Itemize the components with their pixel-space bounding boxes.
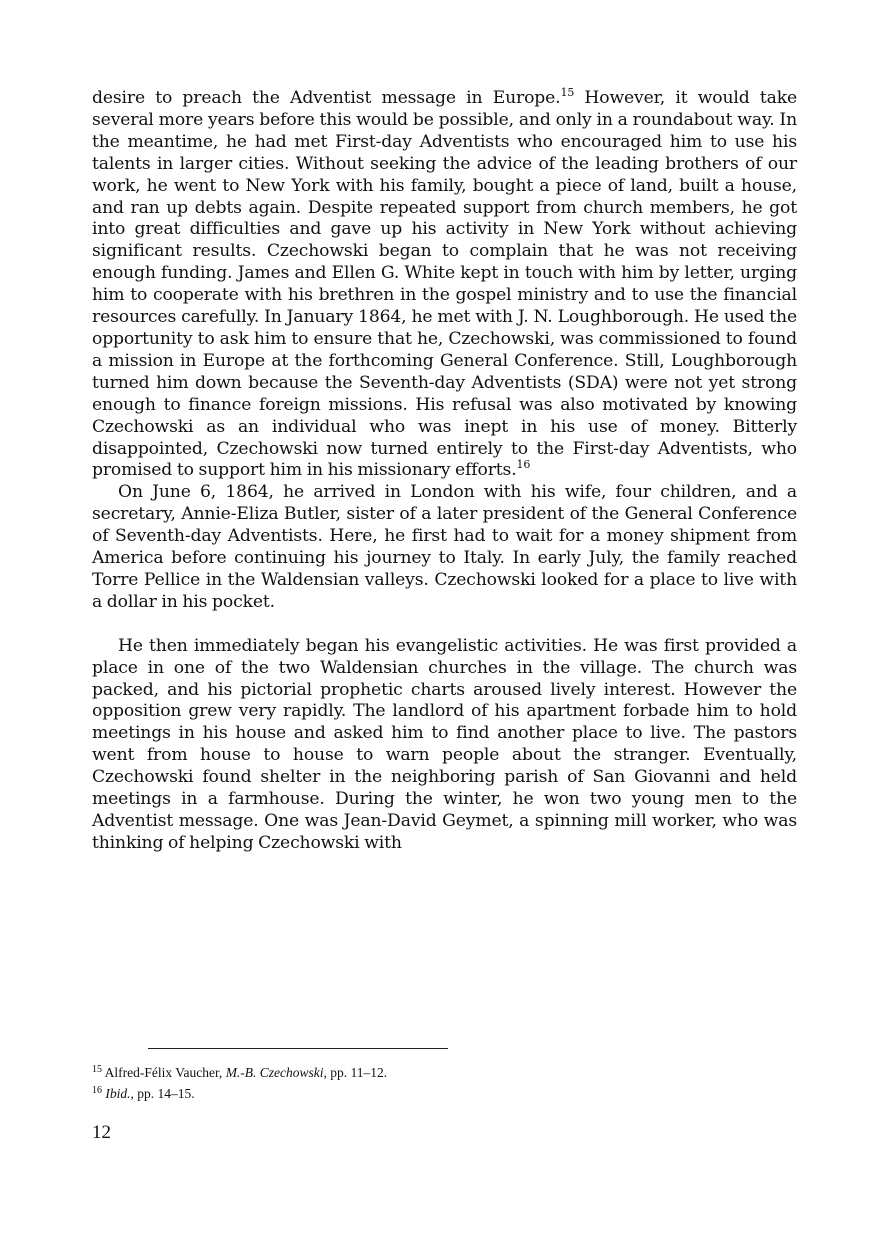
footnote-15 bbox=[92, 1064, 387, 1082]
footnote-title: M.-B. Czechowski bbox=[225, 1065, 324, 1080]
footnote-number: 15 bbox=[92, 1064, 102, 1075]
footnote-title: Ibid. bbox=[105, 1086, 131, 1101]
paragraph-1 bbox=[92, 88, 797, 482]
footnote-pages: , pp. 14–15. bbox=[130, 1086, 195, 1101]
footnote-16 bbox=[92, 1085, 195, 1103]
footnote-text: Alfred-Félix Vaucher, bbox=[102, 1065, 226, 1080]
footnote-pages: , pp. 11–12. bbox=[323, 1065, 388, 1080]
paragraph-3: He then immediately began his evangelistic activities. He was first provided a place in one of the two Waldensian churches in the village. The church was packed, and his pictorial prophetic charts aroused lively interest. However the opposition grew very rapidly. The landlord of his apartment forbade him to hold meetings in his house and asked him to find another place to live. The pastors went from house to house to warn people about the stranger. Eventually, Czechowski found shelter in the neighboring parish of San Giovanni and held meetings in a farmhouse. During the winter, he won two young men to the Adventist message. One was Jean-David Geymet, a spinning mill worker, who was thinking of helping Czechowski with bbox=[92, 635, 797, 853]
paragraph-2: On June 6, 1864, he arrived in London with his wife, four children, and a secretary, Annie-Eliza Butler, sister of a later president of the General Conference of Seventh-day Adventists. Here, he first had to wait for a money shipment from America before continuing his journey to Italy. In early July, the family reached Torre Pellice in the Waldensian valleys. Czechowski looked for a place to live with a dollar in his pocket. bbox=[92, 482, 797, 612]
main-text bbox=[92, 88, 797, 855]
footnote-ref-15[interactable]: 15 bbox=[560, 86, 575, 99]
paragraph-gap bbox=[92, 614, 797, 636]
paragraph-1-rest: However, it would take several more years before this would be possible, and only in a roundabout way. In the meantime, he had met First-day Adventists who encouraged him to use his talents in larger cities. Without seeking the advice of the leading brothers of our work, he went to New York with his family, bought a piece of land, built a house, and ran up debts again. Despite repeated support from church members, he got into great difficulties and gave up his activity in New York without achieving significant results. Czechowski began to complain that he was not receiving enough funding. James and Ellen G. White kept in touch with him by letter, urging him to cooperate with his brethren in the gospel ministry and to use the financial resources carefully. In January 1864, he met with J. N. Loughborough. He used the opportunity to ask him to ensure that he, Czechowski, was commissioned to found a mission in Europe at the forthcoming General Conference. Still, Loughborough turned him down because the Seventh-day Adventists (SDA) were not yet strong enough to finance foreign missions. His refusal was also motivated by knowing Czechowski as an individual who was inept in his use of money. Bitterly disappointed, Czechowski now turned entirely to the First-day Adventists, who promised to support him in his missionary efforts. bbox=[92, 88, 797, 481]
footnote-ref-16[interactable]: 16 bbox=[516, 458, 531, 472]
paragraph-1-text: desire to preach the Adventist message in Europe. bbox=[92, 88, 561, 108]
page-number: 12 bbox=[92, 1122, 111, 1143]
footnote-number: 16 bbox=[92, 1085, 102, 1096]
footnote-divider bbox=[148, 1048, 448, 1049]
